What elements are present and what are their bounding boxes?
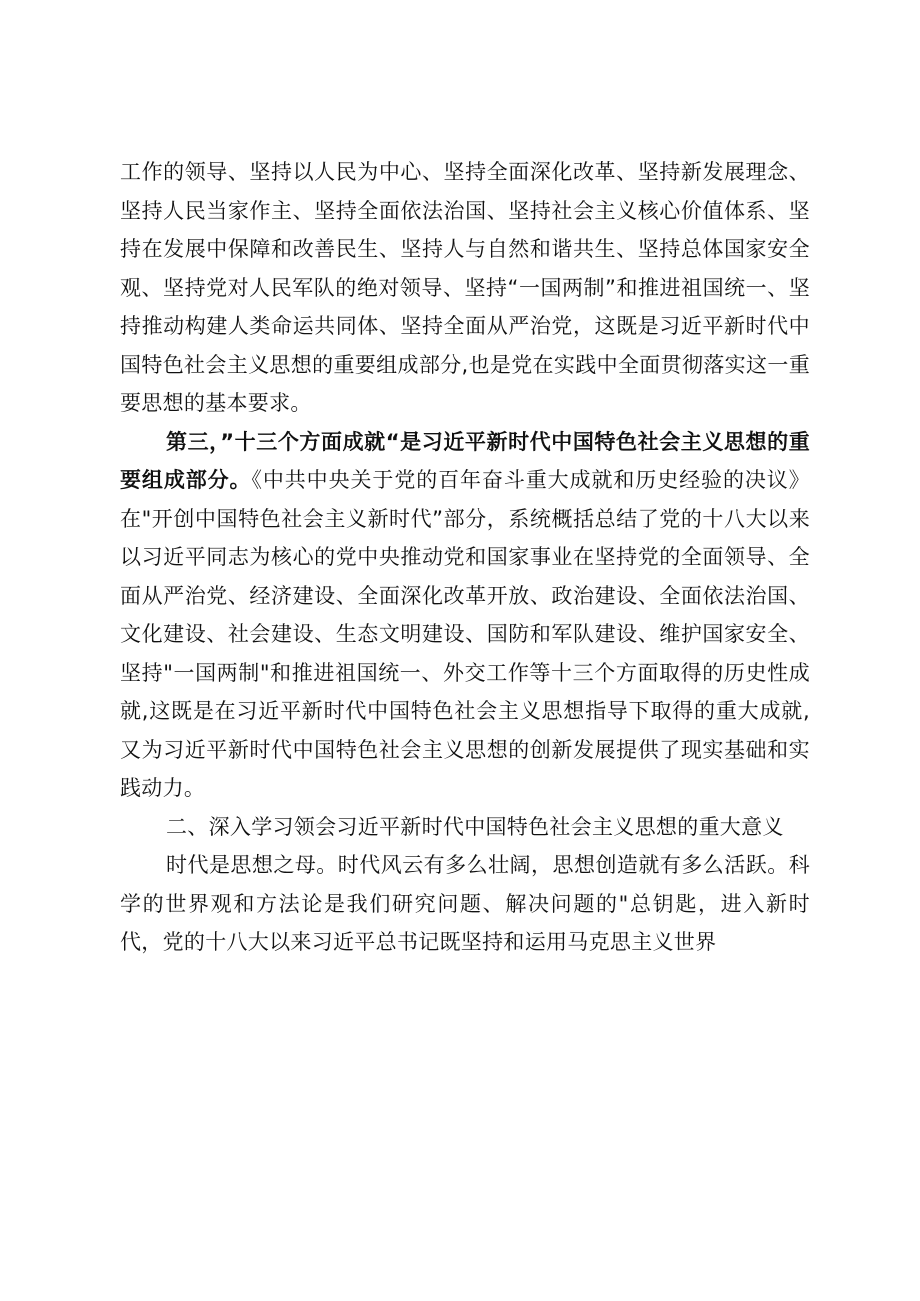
paragraph-text: 时代是思想之母。时代风云有多么壮阔，思想创造就有多么活跃。科学的世界观和方法论是我们研究问题、解决问题的"总钥匙，进入新时代，党的十八大以来习近平总书记既坚持和运用马克思主义世界 <box>120 853 810 954</box>
paragraph-continuation <box>120 153 810 423</box>
paragraph-text: 工作的领导、坚持以人民为中心、坚持全面深化改革、坚持新发展理念、坚持人民当家作主、坚持全面依法治国、坚持社会主义核心价值体系、坚持在发展中保障和改善民生、坚持人与自然和谐共生、坚持总体国家安全观、坚持党对人民军队的绝对领导、坚持“一国两制”和推进祖国统一、坚持推动构建人类命运共同体、坚持全面从严治党，这既是习近平新时代中国特色社会主义思想的重要组成部分,也是党在实践中全面贯彻落实这一重要思想的基本要求。 <box>120 160 810 415</box>
paragraph-era-thought <box>120 846 810 962</box>
section-heading <box>120 808 810 847</box>
section-heading-text: 二、深入学习领会习近平新时代中国特色社会主义思想的重大意义 <box>166 814 784 839</box>
document-body <box>120 153 810 962</box>
paragraph-text: 《中共中央关于党的百年奋斗重大成就和历史经验的决议》在"开创中国特色社会主义新时代”部分，系统概括总结了党的十八大以来以习近平同志为核心的党中央推动党和国家事业在坚持党的全面领导、全面从严治党、经济建设、全面深化改革开放、政治建设、全面依法治国、文化建设、社会建设、生态文明建设、国防和军队建设、维护国家安全、坚持"一国两制"和推进祖国统一、外交工作等十三个方面取得的历史性成就,这既是在习近平新时代中国特色社会主义思想指导下取得的重大成就,又为习近平新时代中国特色社会主义思想的创新发展提供了现实基础和实践动力。 <box>120 468 810 800</box>
paragraph-bold-lead: 第三，”十三个方面成就“是习近平新时代中国特色社会主义思想的重要组成部分。 <box>120 429 810 492</box>
paragraph-thirteen-achievements <box>120 423 810 808</box>
